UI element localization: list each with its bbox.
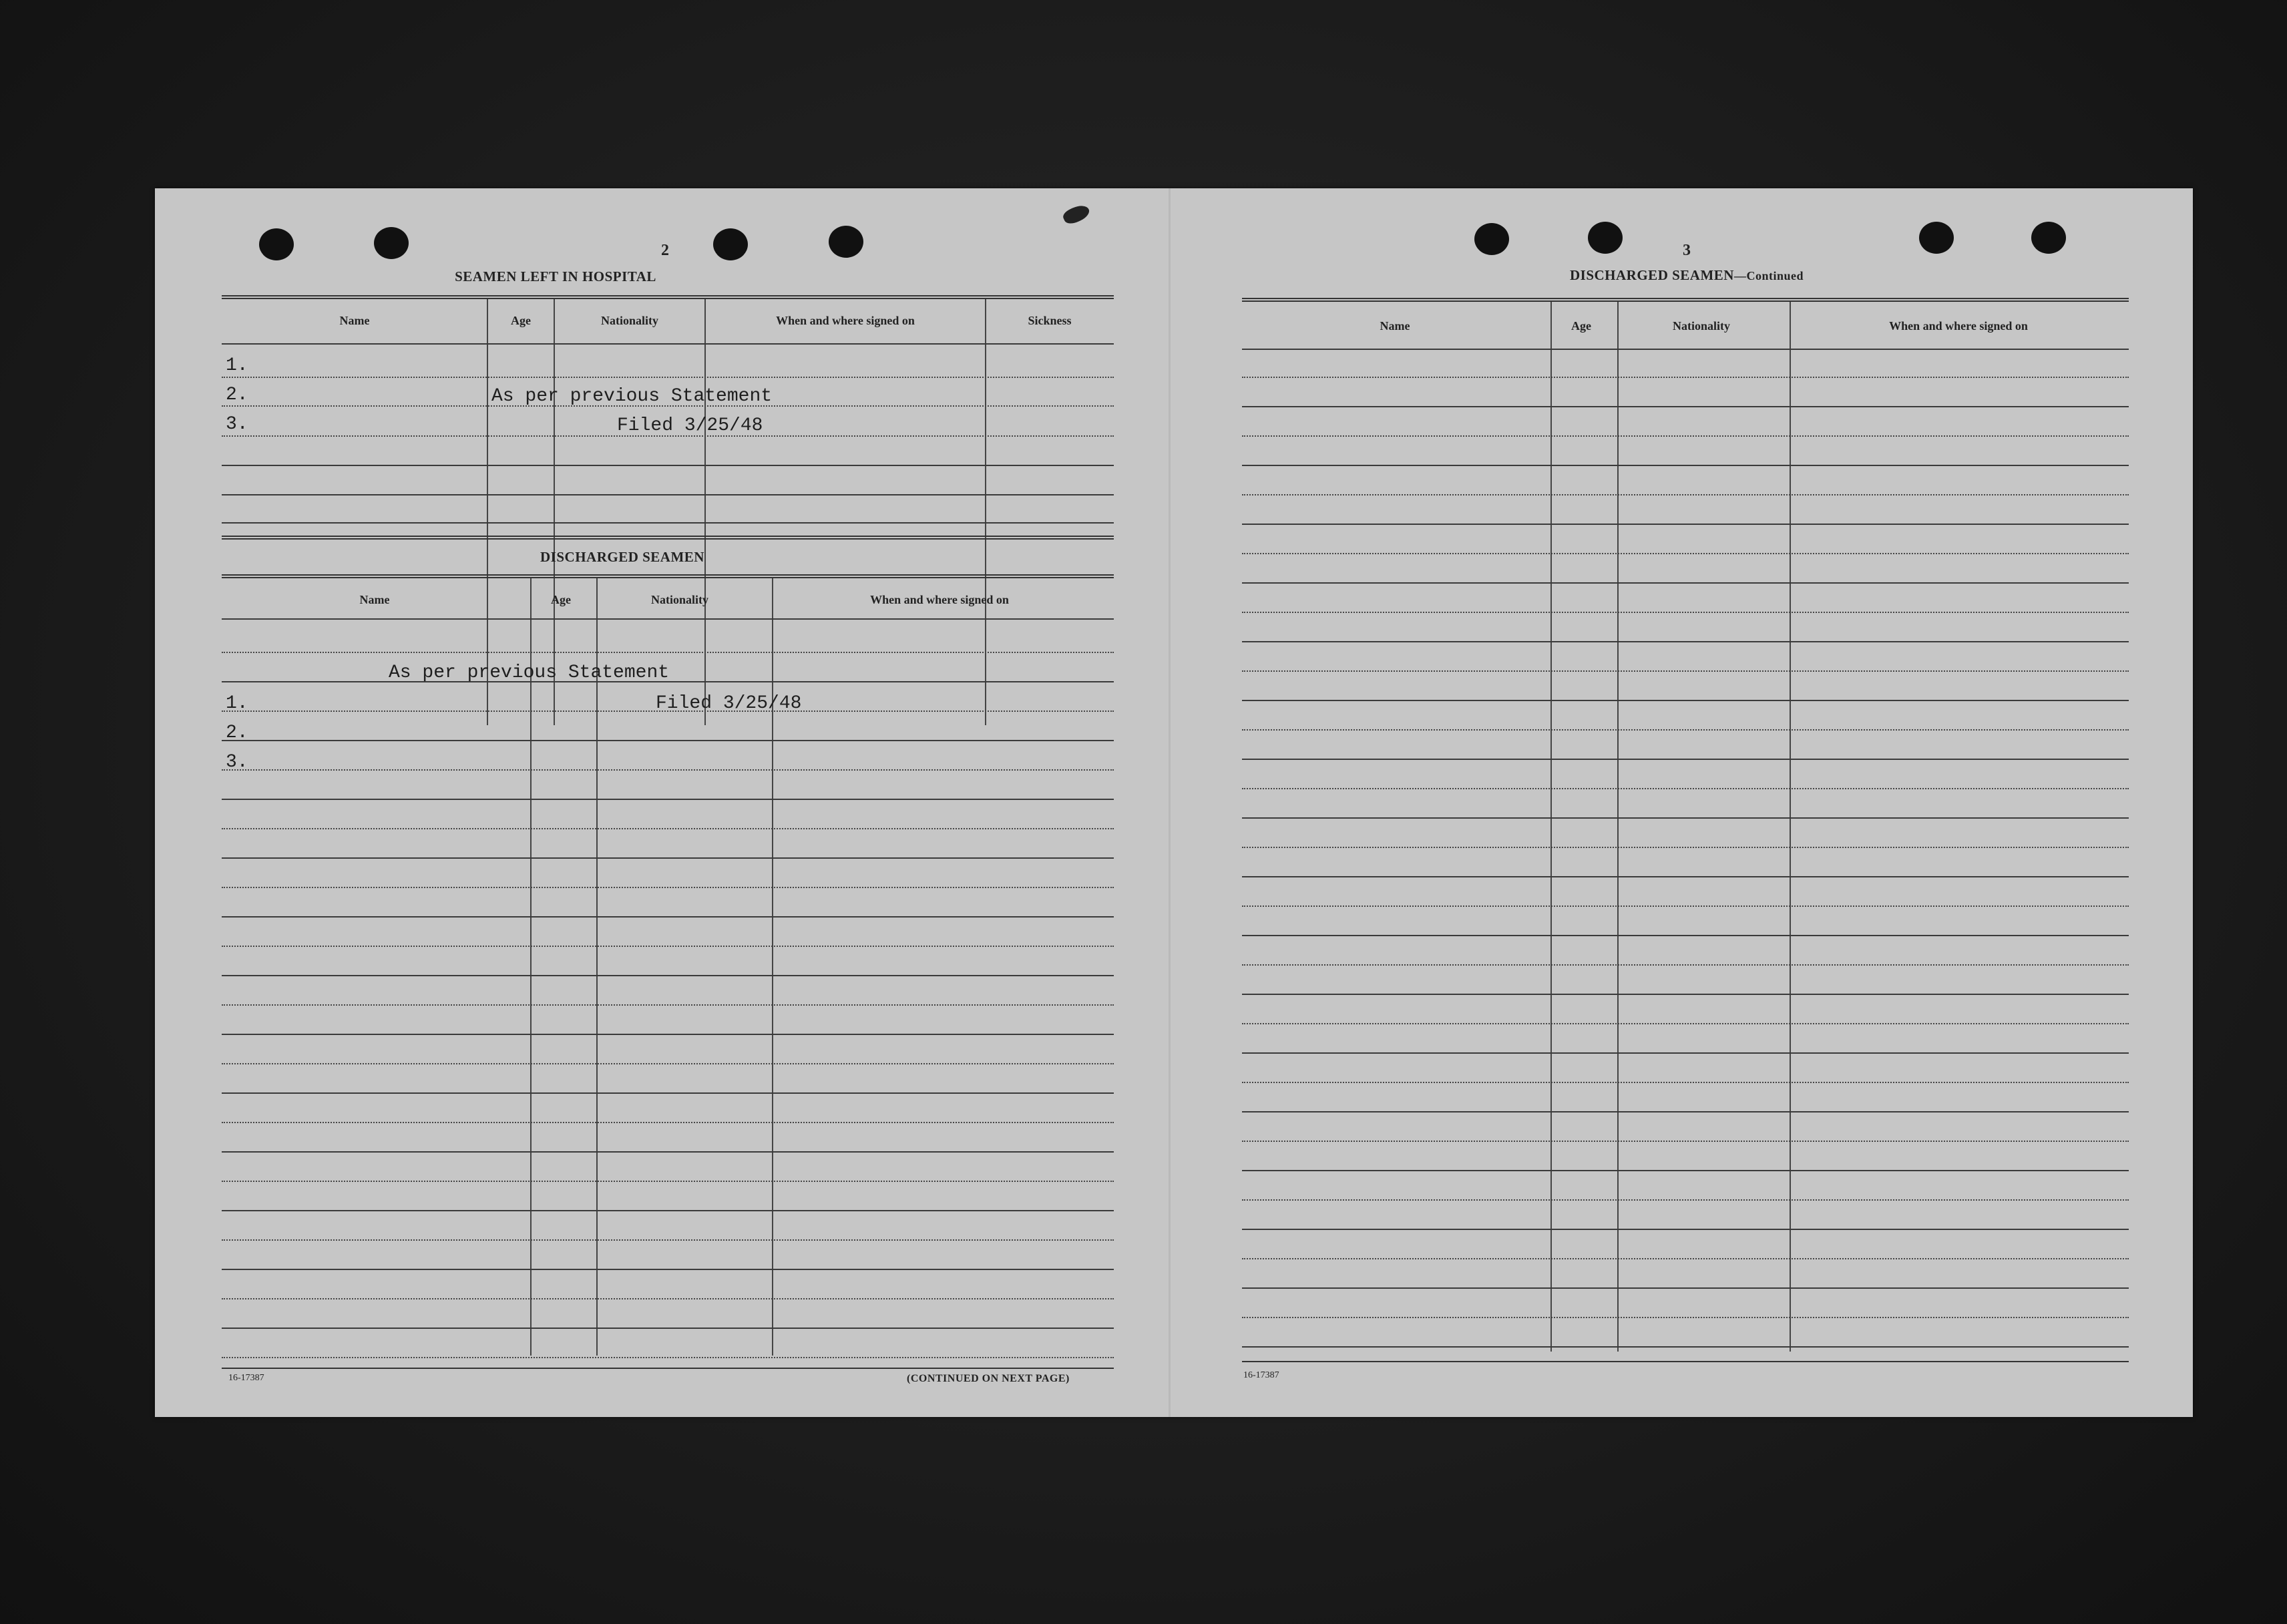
table-row-line	[1242, 935, 2129, 936]
punch-hole	[1474, 223, 1509, 255]
table-top-rule	[1242, 298, 2129, 302]
col-header-name: Name	[1380, 319, 1410, 333]
table-row-line	[222, 1063, 1114, 1064]
col-header-name: Name	[339, 314, 370, 327]
section-title-hospital: SEAMEN LEFT IN HOSPITAL	[455, 268, 656, 284]
table-row-line	[1242, 759, 2129, 760]
table-row-line	[222, 377, 1114, 378]
title-main: DISCHARGED SEAMEN	[1570, 267, 1734, 283]
table-row-line	[1242, 1287, 2129, 1289]
column-divider	[1617, 302, 1619, 1352]
punch-hole	[374, 227, 409, 259]
table-row-line	[1242, 553, 2129, 554]
section-title-discharged: DISCHARGED SEAMEN	[540, 549, 704, 565]
table-row-line	[1242, 817, 2129, 819]
left-page	[155, 188, 1170, 1417]
table-row-line	[222, 494, 1114, 495]
col-header-signed-on: When and where signed on	[776, 314, 915, 327]
col-header-age: Age	[511, 314, 531, 327]
table-row-line	[222, 828, 1114, 829]
col-header-nationality: Nationality	[650, 593, 708, 606]
table-row-line	[222, 769, 1114, 771]
right-page	[1170, 188, 2193, 1417]
table-row-line	[1242, 1229, 2129, 1230]
table-row-line	[222, 1269, 1114, 1270]
table-row-line	[1242, 994, 2129, 995]
table-top-rule	[222, 295, 1114, 299]
row-number: 2.	[226, 723, 248, 743]
table-row-line	[1242, 465, 2129, 466]
table-row-line	[1242, 1141, 2129, 1142]
col-header-sickness: Sickness	[1028, 314, 1072, 327]
punch-hole	[259, 228, 294, 260]
column-divider	[1790, 302, 1791, 1352]
table-row-line	[222, 522, 1114, 524]
punch-hole	[1919, 222, 1954, 254]
continued-note: (CONTINUED ON NEXT PAGE)	[907, 1373, 1070, 1384]
table-top-rule	[222, 574, 1114, 578]
table-row-line	[1242, 1346, 2129, 1348]
punch-hole	[1588, 222, 1623, 254]
col-header-signed-on: When and where signed on	[870, 593, 1009, 606]
table-row-line	[1242, 494, 2129, 495]
page-number: 2	[661, 242, 669, 259]
punch-hole	[829, 226, 863, 258]
col-header-name: Name	[359, 593, 390, 606]
typed-note-filed-date: Filed 3/25/48	[617, 415, 763, 436]
form-number: 16-17387	[1243, 1370, 1279, 1380]
table-row-line	[1242, 377, 2129, 378]
table-row-line	[222, 1328, 1114, 1329]
col-header-nationality: Nationality	[600, 314, 658, 327]
table-row-line	[222, 1122, 1114, 1123]
column-divider	[985, 299, 986, 725]
table-row-line	[222, 887, 1114, 888]
col-header-age: Age	[551, 593, 571, 606]
row-number: 1.	[226, 693, 248, 714]
table-row-line	[222, 916, 1114, 918]
table-row-line	[1242, 1023, 2129, 1024]
table-row-line	[1242, 1170, 2129, 1171]
table-row-line	[1242, 641, 2129, 642]
header-underline	[222, 343, 1114, 345]
section-title-discharged-continued	[1520, 267, 1854, 284]
table-row-line	[222, 1092, 1114, 1094]
col-header-nationality: Nationality	[1672, 319, 1730, 333]
table-row-line	[1242, 964, 2129, 966]
table-bottom-rule	[1242, 1361, 2129, 1362]
row-number: 3.	[226, 752, 248, 773]
header-underline	[222, 618, 1114, 620]
table-row-line	[1242, 1199, 2129, 1201]
table-row-line	[1242, 582, 2129, 584]
typed-note-previous-statement: As per previous Statement	[491, 386, 773, 407]
table-row-line	[1242, 1052, 2129, 1054]
table-row-line	[1242, 1317, 2129, 1318]
typed-note-filed-date: Filed 3/25/48	[656, 693, 802, 714]
column-divider	[487, 299, 488, 725]
table-row-line	[1242, 612, 2129, 613]
table-row-line	[222, 1239, 1114, 1241]
table-row-line	[222, 946, 1114, 947]
table-row-line	[222, 975, 1114, 976]
table-row-line	[1242, 670, 2129, 672]
table-row-line	[1242, 1111, 2129, 1112]
title-suffix: —Continued	[1733, 269, 1804, 282]
table-row-line	[1242, 700, 2129, 701]
header-underline	[1242, 349, 2129, 350]
punch-hole	[2031, 222, 2066, 254]
typed-note-previous-statement: As per previous Statement	[389, 662, 670, 683]
form-number: 16-17387	[228, 1373, 264, 1383]
table-row-line	[222, 1034, 1114, 1035]
table-row-line	[222, 740, 1114, 741]
column-divider	[1550, 302, 1552, 1352]
table-row-line	[1242, 788, 2129, 789]
table-row-line	[1242, 876, 2129, 877]
table-row-line	[222, 1151, 1114, 1153]
column-divider	[554, 299, 555, 725]
table-row-line	[222, 1004, 1114, 1006]
table-row-line	[222, 1298, 1114, 1299]
table-row-line	[1242, 905, 2129, 907]
table-row-line	[1242, 435, 2129, 437]
col-header-age: Age	[1571, 319, 1591, 333]
table-row-line	[1242, 1082, 2129, 1083]
table-row-line	[1242, 729, 2129, 731]
punch-hole	[713, 228, 748, 260]
table-row-line	[1242, 847, 2129, 848]
column-divider	[704, 299, 706, 725]
table-row-line	[222, 1181, 1114, 1182]
table-row-line	[222, 465, 1114, 466]
document-sheet	[155, 188, 2193, 1417]
table-row-line	[1242, 524, 2129, 525]
row-number: 3.	[226, 414, 248, 435]
table-row-line	[222, 799, 1114, 800]
row-number: 1.	[226, 355, 248, 376]
table-bottom-rule	[222, 536, 1114, 540]
table-row-line	[222, 857, 1114, 859]
col-header-signed-on: When and where signed on	[1889, 319, 2028, 333]
table-bottom-rule	[222, 1368, 1114, 1369]
page-number: 3	[1683, 242, 1691, 259]
table-row-line	[222, 652, 1114, 653]
table-row-line	[1242, 1258, 2129, 1259]
table-row-line	[222, 1357, 1114, 1358]
ink-smudge	[1061, 202, 1092, 227]
row-number: 2.	[226, 385, 248, 405]
table-row-line	[222, 1210, 1114, 1211]
table-row-line	[1242, 406, 2129, 407]
